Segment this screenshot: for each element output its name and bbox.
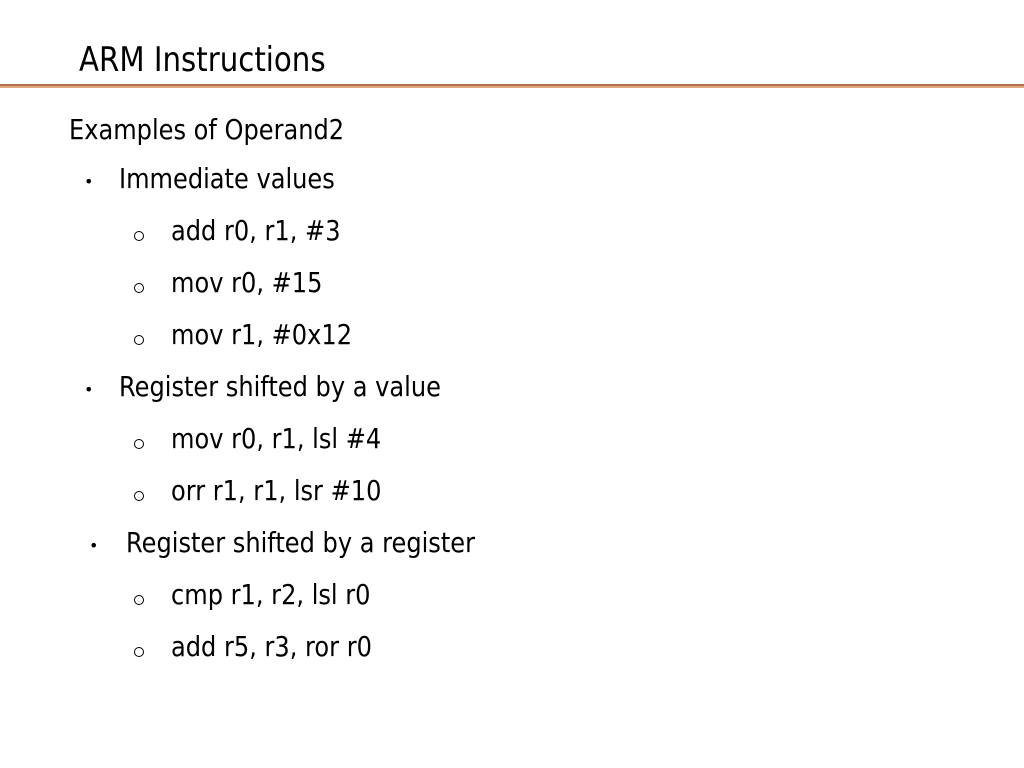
code-example: mov r1, #0x12 [171,318,353,351]
circle-bullet-icon [134,439,144,449]
circle-bullet-icon [134,231,144,241]
bullet-icon: • [89,536,99,555]
bullet-label-immediate-values: Immediate values [119,162,335,195]
circle-bullet-icon [134,491,144,501]
circle-bullet-icon [134,335,144,345]
circle-bullet-icon [134,595,144,605]
bullet-icon: • [84,172,94,191]
title-divider-light-line [0,86,1024,88]
code-example: cmp r1, r2, lsl r0 [171,578,371,611]
circle-bullet-icon [134,283,144,293]
code-example: mov r0, #15 [171,266,323,299]
bullet-label-register-shifted-by-value: Register shifted by a value [119,370,441,403]
code-example: add r0, r1, #3 [171,214,341,247]
bullet-label-register-shifted-by-register: Register shifted by a register [126,526,476,559]
code-example: mov r0, r1, lsl #4 [171,422,382,455]
title-divider [0,84,1024,88]
code-example: orr r1, r1, lsr #10 [171,474,382,507]
section-heading: Examples of Operand2 [69,113,345,146]
bullet-icon: • [84,380,94,399]
circle-bullet-icon [134,647,144,657]
slide-title: ARM Instructions [79,40,326,80]
code-example: add r5, r3, ror r0 [171,630,372,663]
